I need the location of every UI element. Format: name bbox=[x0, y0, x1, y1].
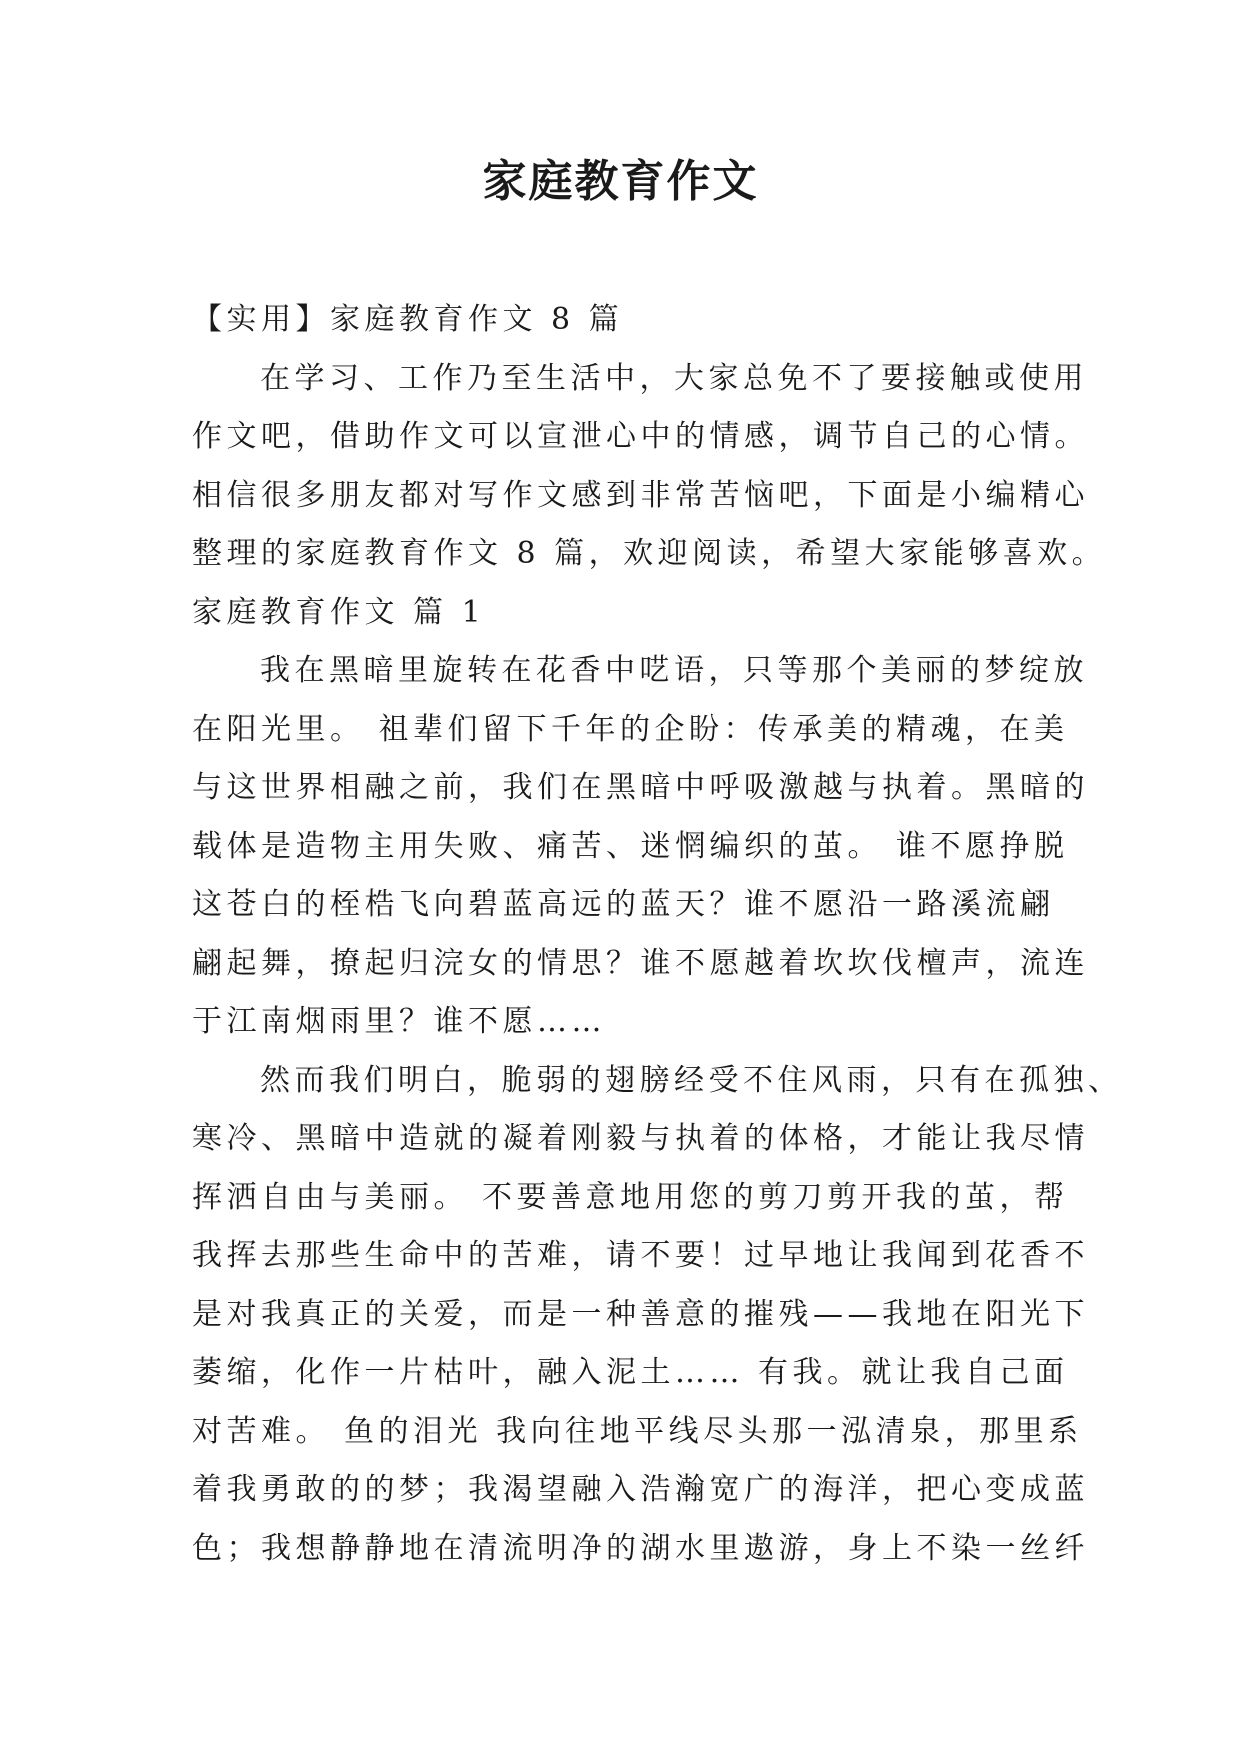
paragraph-line: 这苍白的桎梏飞向碧蓝高远的蓝天？谁不愿沿一路溪流翩 bbox=[192, 887, 1055, 922]
paragraph-line: 我挥去那些生命中的苦难，请不要！过早地让我闻到花香不 bbox=[192, 1238, 1089, 1273]
section-heading: 家庭教育作文 篇 1 bbox=[192, 594, 486, 630]
paragraph-line: 载体是造物主用失败、痛苦、迷惘编织的茧。 谁不愿挣脱 bbox=[192, 828, 1069, 864]
paragraph-line: 是对我真正的关爱，而是一种善意的摧残——我地在阳光下 bbox=[192, 1296, 1089, 1332]
document-body bbox=[192, 291, 1123, 1578]
paragraph-line: 于江南烟雨里？谁不愿…… bbox=[192, 1004, 606, 1039]
paragraph-line: 然而我们明白，脆弱的翅膀经受不住风雨，只有在孤独、 bbox=[260, 1062, 1123, 1098]
paragraph-line: 挥洒自由与美丽。 不要善意地用您的剪刀剪开我的茧，帮 bbox=[192, 1179, 1069, 1215]
paragraph-line: 着我勇敢的的梦；我渴望融入浩瀚宽广的海洋，把心变成蓝 bbox=[192, 1472, 1089, 1507]
paragraph-line: 与这世界相融之前，我们在黑暗中呼吸激越与执着。黑暗的 bbox=[192, 770, 1089, 805]
paragraph-line: 整理的家庭教育作文 8 篇，欢迎阅读，希望大家能够喜欢。 bbox=[192, 536, 1107, 571]
paragraph-line: 我在黑暗里旋转在花香中呓语，只等那个美丽的梦绽放 bbox=[260, 653, 1088, 688]
paragraph-line: 萎缩，化作一片枯叶，融入泥土…… 有我。就让我自己面 bbox=[192, 1355, 1069, 1390]
paragraph-line: 相信很多朋友都对写作文感到非常苦恼吧，下面是小编精心 bbox=[192, 477, 1089, 513]
paragraph-line: 翩起舞，撩起归浣女的情思？谁不愿越着坎坎伐檀声，流连 bbox=[192, 945, 1089, 981]
paragraph-line: 色；我想静静地在清流明净的湖水里遨游，身上不染一丝纤 bbox=[192, 1530, 1089, 1566]
paragraph-line: 在学习、工作乃至生活中，大家总免不了要接触或使用 bbox=[260, 360, 1088, 396]
paragraph-line: 寒冷、黑暗中造就的凝着刚毅与执着的体格，才能让我尽情 bbox=[192, 1121, 1089, 1156]
paragraph-line: 作文吧，借助作文可以宣泄心中的情感，调节自己的心情。 bbox=[192, 419, 1089, 454]
paragraph-line: 在阳光里。 祖辈们留下千年的企盼：传承美的精魂，在美 bbox=[192, 711, 1069, 747]
paragraph-line: 对苦难。 鱼的泪光 我向往地平线尽头那一泓清泉，那里系 bbox=[192, 1413, 1083, 1449]
subtitle-line: 【实用】家庭教育作文 8 篇 bbox=[192, 302, 624, 337]
document-title: 家庭教育作文 bbox=[482, 156, 759, 207]
